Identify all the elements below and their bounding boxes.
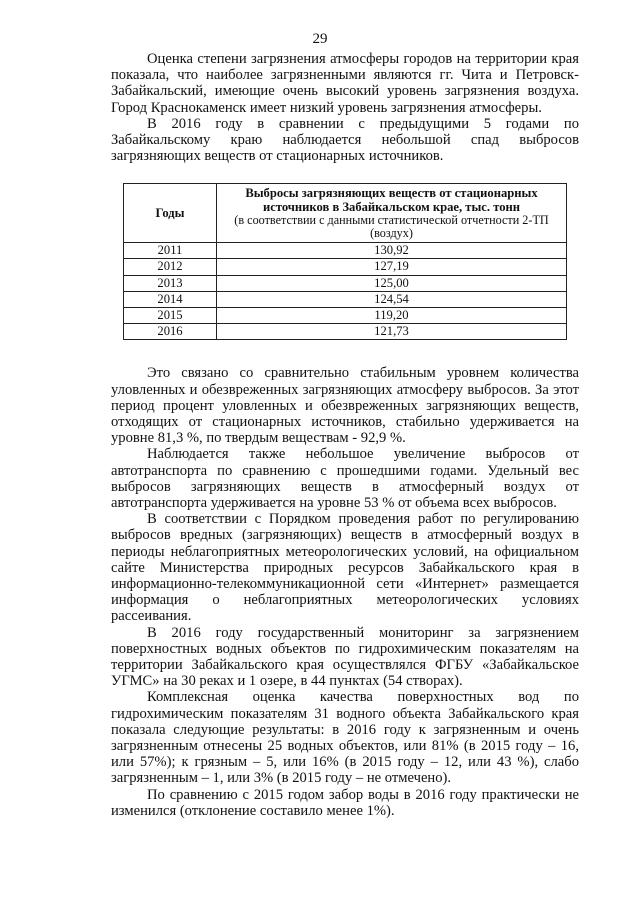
emissions-header-title: Выбросы загрязняющих веществ от стационарных источников в Забайкальском крае, тыс. тонн — [245, 186, 538, 214]
paragraph-air-pollution-assessment: Оценка степени загрязнения атмосферы городов на территории края показала, что наиболее загрязненными являются гг. Чита и Петровск-Забайкальский, имеющие очень высокий уровень загрязнения воздуха. Город Краснокаменск имеет низкий уровень загрязнения атмосферы. — [111, 51, 579, 116]
year-cell: 2016 — [124, 324, 217, 340]
emissions-header-note: (в соответствии с данными статистической отчетности 2-ТП (воздух) — [234, 212, 549, 241]
years-column-header: Годы — [124, 184, 217, 243]
year-cell: 2013 — [124, 275, 217, 291]
paragraph-emissions-decline: В 2016 году в сравнении с предыдущими 5 годами по Забайкальскому краю наблюдается небольшой спад выбросов загрязняющих веществ от стационарных источников. — [111, 115, 579, 165]
table-row — [124, 291, 567, 307]
value-cell: 121,73 — [217, 324, 567, 340]
emissions-column-header — [217, 184, 567, 243]
value-cell: 127,19 — [217, 259, 567, 275]
value-cell: 119,20 — [217, 307, 567, 323]
emissions-table — [123, 183, 567, 340]
value-cell: 130,92 — [217, 243, 567, 259]
value-cell: 125,00 — [217, 275, 567, 291]
year-cell: 2015 — [124, 307, 217, 323]
table-row — [124, 324, 567, 340]
year-cell: 2014 — [124, 291, 217, 307]
year-cell: 2011 — [124, 243, 217, 259]
year-cell: 2012 — [124, 259, 217, 275]
table-row — [124, 275, 567, 291]
table-row — [124, 243, 567, 259]
paragraph-water-quality: Комплексная оценка качества поверхностных вод по гидрохимическим показателям 31 водного объекта Забайкальского края показала следующие результаты: в 2016 году к загрязненным и очень загрязненным отнесены 25 водных объектов, или 81% (в 2015 году – 16, или 57%); к грязным – 5, или 16% (в 2015 году – 12, или 43 %), слабо загрязненным – 1, или 3% (в 2015 году – не отмечено). — [111, 689, 579, 787]
table-row — [124, 307, 567, 323]
paragraph-vehicle-emissions: Наблюдается также небольшое увеличение выбросов от автотранспорта по сравнению с прошедшими годами. Удельный вес выбросов загрязняющих веществ в атмосферный воздух от автотранспорта удерживается на уровне 53 % от объема всех выбросов. — [111, 446, 579, 511]
paragraph-weather-conditions: В соответствии с Порядком проведения работ по регулированию выбросов вредных (загрязняющих) веществ в атмосферный воздух в периоды неблагоприятных метеорологических условий, на официальном сайте Министерства природных ресурсов Забайкальского края в информационно-телекоммуникационной сети «Интернет» размещается информация о неблагоприятных метеорологических условиях рассеивания. — [111, 511, 579, 625]
value-cell: 124,54 — [217, 291, 567, 307]
paragraph-water-intake: По сравнению с 2015 годом забор воды в 2016 году практически не изменился (отклонение составило менее 1%). — [111, 786, 579, 819]
table-row — [124, 259, 567, 275]
paragraph-captured-emissions: Это связано со сравнительно стабильным уровнем количества уловленных и обезвреженных загрязняющих атмосферу выбросов. За этот период процент уловленных и обезвреженных загрязняющих веществ, отходящих от стационарных источников, стабильно удерживается на уровне 81,3 %, по твердым веществам - 92,9 %. — [111, 365, 579, 447]
emissions-table-wrapper — [123, 183, 579, 340]
table-header-row — [124, 184, 567, 243]
document-body — [111, 51, 579, 819]
page-number: 29 — [312, 31, 328, 47]
paragraph-water-monitoring: В 2016 году государственный мониторинг за загрязнением поверхностных водных объектов по гидрохимическим показателям на территории Забайкальского края осуществлялся ФГБУ «Забайкальское УГМС» на 30 реках и 1 озере, в 44 пунктах (54 створах). — [111, 624, 579, 690]
text-after-table — [111, 365, 579, 819]
